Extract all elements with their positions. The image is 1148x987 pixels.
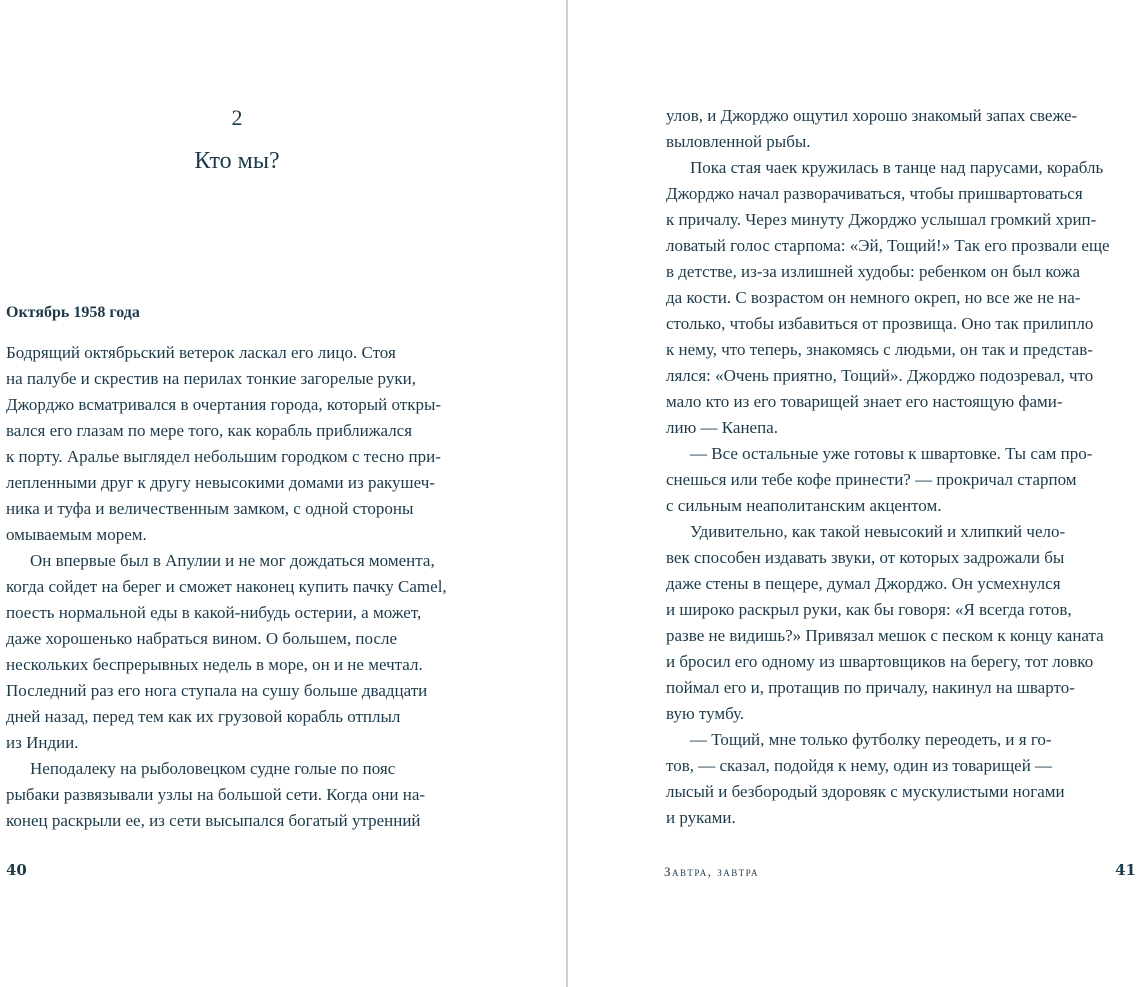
running-head: Завтра, завтра	[664, 864, 759, 879]
text-line: лию — Канепа.	[666, 418, 778, 437]
left-body-text	[6, 340, 474, 834]
text-line: и широко раскрыл руки, как бы говоря: «Я всегда готов,	[666, 600, 1072, 619]
text-line: лепленными друг к другу невысокими домами из ракушеч-	[6, 473, 435, 492]
text-line: даже хорошенько набраться вином. О большем, после	[6, 629, 398, 648]
text-line: — Тощий, мне только футболку переодеть, и я го-	[690, 730, 1052, 749]
text-line: выловленной рыбы.	[666, 132, 811, 151]
text-line: снешься или тебе кофе принести? — прокричал старпом	[666, 470, 1077, 489]
text-line: к причалу. Через минуту Джорджо услышал громкий хрип-	[666, 210, 1097, 229]
right-page	[568, 0, 1148, 987]
text-line: дней назад, перед тем как их грузовой корабль отплыл	[6, 707, 401, 726]
text-line: вую тумбу.	[666, 704, 745, 723]
text-line: конец раскрыли ее, из сети высыпался богатый утренний	[6, 811, 421, 830]
text-line: Удивительно, как такой невысокий и хлипкий чело-	[690, 522, 1066, 541]
text-line: век способен издавать звуки, от которых задрожали бы	[666, 548, 1065, 567]
text-line: лысый и безбородый здоровяк с мускулистыми ногами	[666, 782, 1065, 801]
text-line: мало кто из его товарищей знает его настоящую фами-	[666, 392, 1063, 411]
text-line: столько, чтобы избавиться от прозвища. Оно так прилипло	[666, 314, 1094, 333]
text-line: поймал его и, протащив по причалу, накинул на шварто-	[666, 678, 1075, 697]
text-line: улов, и Джорджо ощутил хорошо знакомый запах свеже-	[666, 106, 1078, 125]
text-line: — Все остальные уже готовы к швартовке. Ты сам про-	[690, 444, 1093, 463]
chapter-title: Кто мы?	[194, 148, 280, 174]
text-line: лялся: «Очень приятно, Тощий». Джорджо подозревал, что	[666, 366, 1094, 385]
text-line: ника и туфа и величественным замком, с одной стороны	[6, 499, 414, 518]
chapter-number: 2	[231, 105, 243, 130]
text-line: даже стены в пещере, думал Джорджо. Он усмехнулся	[666, 574, 1061, 593]
date-heading: Октябрь 1958 года	[6, 304, 140, 321]
page-number-left: 40	[6, 861, 27, 879]
page-number-right: 41	[1115, 861, 1136, 879]
text-line: Бодрящий октябрьский ветерок ласкал его лицо. Стоя	[6, 343, 396, 362]
text-line: когда сойдет на берег и сможет наконец купить пачку Camel,	[6, 577, 447, 596]
text-line: к порту. Аралье выглядел небольшим городком с тесно при-	[6, 447, 441, 466]
text-line: к нему, что теперь, знакомясь с людьми, он так и представ-	[666, 340, 1093, 359]
left-page	[0, 0, 566, 987]
text-line: из Индии.	[6, 733, 79, 752]
text-line: на палубе и скрестив на перилах тонкие загорелые руки,	[6, 369, 416, 388]
text-line: с сильным неаполитанским акцентом.	[666, 496, 942, 515]
text-line: Джорджо начал разворачиваться, чтобы пришвартоваться	[666, 184, 1083, 203]
text-line: Последний раз его нога ступала на сушу больше двадцати	[6, 681, 428, 700]
text-line: Он впервые был в Апулии и не мог дождаться момента,	[30, 551, 435, 570]
text-line: Неподалеку на рыболовецком судне голые по пояс	[30, 759, 396, 778]
text-line: Пока стая чаек кружилась в танце над парусами, корабль	[690, 158, 1104, 177]
text-line: разве не видишь?» Привязал мешок с песком к концу каната	[666, 626, 1104, 645]
text-line: Джорджо всматривался в очертания города, который откры-	[6, 395, 442, 414]
text-line: нескольких беспрерывных недель в море, он и не мечтал.	[6, 655, 423, 674]
right-body-text	[666, 103, 1136, 831]
text-line: и руками.	[666, 808, 736, 827]
text-line: в детстве, из-за излишней худобы: ребенком он был кожа	[666, 262, 1081, 281]
text-line: и бросил его одному из швартовщиков на берегу, тот ловко	[666, 652, 1094, 671]
text-line: поесть нормальной еды в какой-нибудь остерии, а может,	[6, 603, 422, 622]
text-line: вался его глазам по мере того, как корабль приближался	[6, 421, 413, 440]
text-line: тов, — сказал, подойдя к нему, один из товарищей —	[666, 756, 1053, 775]
text-line: рыбаки развязывали узлы на большой сети. Когда они на-	[6, 785, 426, 804]
text-line: да кости. С возрастом он немного окреп, но все же не на-	[666, 288, 1081, 307]
text-line: омываемым морем.	[6, 525, 147, 544]
text-line: ловатый голос старпома: «Эй, Тощий!» Так его прозвали еще	[666, 236, 1110, 255]
